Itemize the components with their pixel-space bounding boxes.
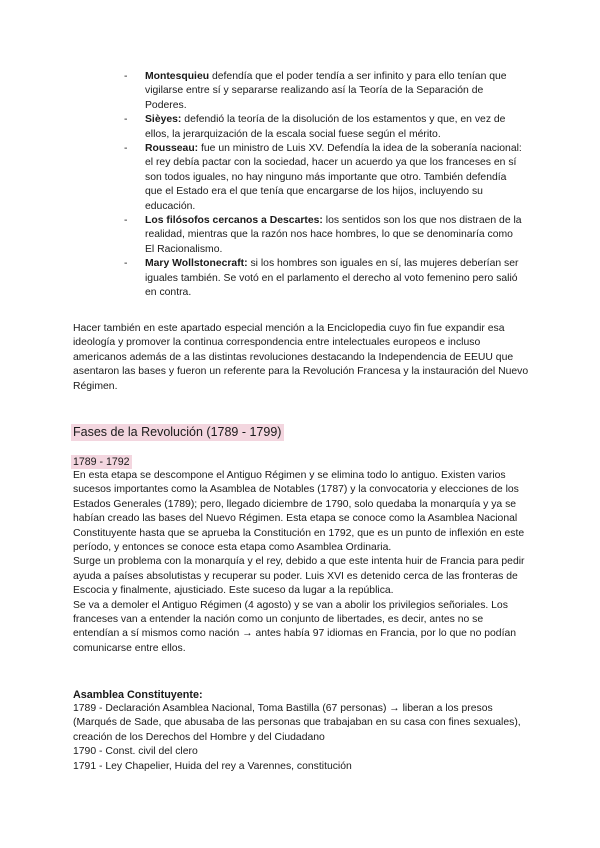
asamblea-line: 1790 - Const. civil del clero (73, 746, 198, 758)
bullet-marker: - (124, 71, 128, 82)
phase-heading-1789-1792: 1789 - 1792 (73, 456, 130, 468)
phase-1-paragraph: En esta etapa se descompone el Antiguo Régimen y se elimina todo lo antiguo. Existen varios sucesos importantes como la Asamblea de Notables (1787) y la convocatoria y elecciones de los Estados Generales (1789); pero, llegado diciembre de 1790, solo quedaba la monarquía y ya se habían creado las bases del Nuevo Régimen. Esta etapa se conoce como la Asamblea Nacional Constituyente hasta que se aprueba la Constitución en 1792, que es un punto de inflexión en este período, y entonces se conoce esta etapa como Asamblea Ordinaria. (73, 470, 525, 554)
philosophers-list (125, 70, 525, 301)
list-item-sieyes (125, 113, 525, 142)
asamblea-line: 1789 - Declaración Asamblea Nacional, Toma Bastilla (67 personas) → liberan a los presos (Marqués de Sade, que abusaba de las personas que trabajaban en su casa con fines sexuales), creación de los Derechos del Hombre y del Ciudadano (73, 703, 521, 743)
section-heading-fases: Fases de la Revolución (1789 - 1799) (71, 424, 284, 441)
phase-1-paragraph: Surge un problema con la monarquía y el rey, debido a que este intenta huir de Francia para pedir ayuda a países absolutistas y recuperar su poder. Luis XVI es detenido cerca de las fronteras de Escocia y finalmente, ajusticiado. Este suceso da lugar a la república. (73, 556, 525, 597)
bullet-text: fue un ministro de Luis XV. Defendía la idea de la soberanía nacional: el rey debía pactar con la sociedad, hacer un acuerdo ya que los franceses en sí son todos iguales, no hay ninguno más importante que otro. También defendía que el Estado era el que tenía que encargarse de los hijos, incluyendo su educación. (145, 143, 522, 212)
phase-1-body (73, 469, 531, 656)
bullet-term: Los filósofos cercanos a Descartes: (145, 215, 323, 227)
bullet-text: defendió la teoría de la disolución de los estamentos y que, en vez de ellos, la jerarquización de la escala social fuese según el mérito. (145, 114, 506, 140)
bullet-marker: - (124, 215, 128, 227)
bullet-marker: - (124, 143, 128, 155)
list-item-rousseau (125, 142, 525, 214)
list-item-montesquieu (125, 70, 525, 113)
bullet-term: Sièyes: (145, 114, 182, 126)
bullet-term: Rousseau: (145, 143, 199, 155)
bullet-term: Mary Wollstonecraft: (145, 258, 248, 270)
bullet-text: defendía que el poder tendía a ser infinito y para ello tenían que vigilarse entre sí y separarse realizando así la Teoría de la Separación de Poderes. (145, 71, 507, 111)
asamblea-line: 1791 - Ley Chapelier, Huida del rey a Varennes, constitución (73, 760, 352, 772)
asamblea-heading: Asamblea Constituyente: (73, 689, 203, 701)
bullet-text: los sentidos son los que nos distraen de la realidad, mientras que la razón nos hace hombres, lo que se denominaría como El Racionalismo. (145, 215, 522, 255)
bullet-text: si los hombres son iguales en sí, las mujeres deberían ser iguales también. Se votó en el parlamento el derecho al voto femenino pero salió en contra. (145, 258, 519, 299)
phase-1-paragraph: Se va a demoler el Antiguo Régimen (4 agosto) y se van a abolir los privilegios señoriales. Los franceses van a entender la nación como un conjunto de libertades, es decir, antes no se entendían a sí mismos como nación → antes había 97 idiomas en Francia, por lo que no podían comunicarse entre ellos. (73, 599, 517, 654)
paragraph-enciclopedia: Hacer también en este apartado especial mención a la Enciclopedia cuyo fin fue expandir esa ideología y promover la continua correspondencia entre intelectuales europeos e incluso americanos además de a las distintas revoluciones destacando la Independencia de EEUU que asentaron las bases y fueron un referente para la Revolución Francesa y la instauración del Nuevo Régimen. (73, 323, 529, 392)
list-item-descartes (125, 214, 525, 257)
bullet-marker: - (124, 258, 128, 270)
bullet-marker: - (124, 114, 128, 126)
asamblea-body (73, 702, 531, 774)
bullet-term: Montesquieu (145, 71, 210, 82)
list-item-wollstonecraft (125, 257, 525, 300)
